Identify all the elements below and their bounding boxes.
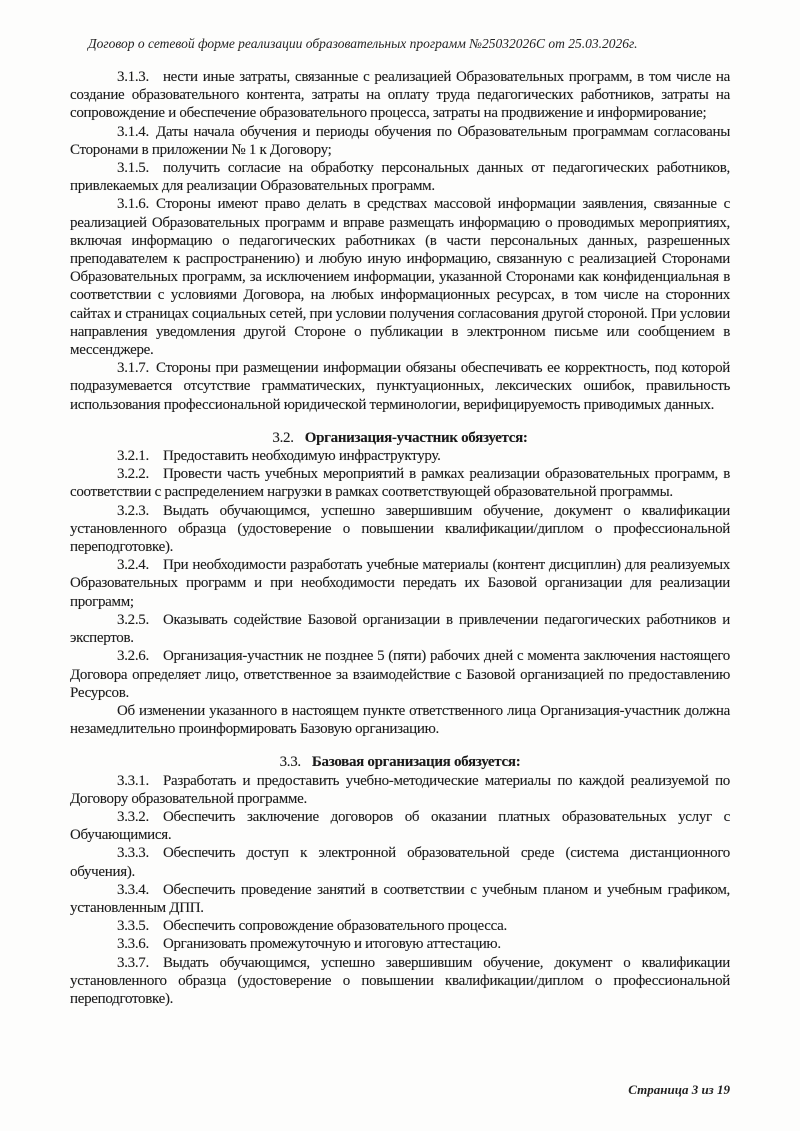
clause-text: Провести часть учебных мероприятий в рамках реализации образовательных программ, в соответствии с распределением нагрузки в рамках соответствующей образовательной программы. <box>70 466 730 501</box>
clause-text: Стороны имеют право делать в средствах массовой информации заявления, связанные с реализацией Образовательных программ и вправе размещать информацию о проводимых мероприятиях, включая информацию о педагогических работниках (в части персональных данных, разрешенных преподавателем к распространению) и любую иную информацию, связанную с реализацией Сторонами Образовательных программ, за исключением информации, указанной Сторонами как конфиденциальная в соответствии с условиями Договора, на любых информационных ресурсах, в том числе на сторонних сайтах и страницах социальных сетей, при условии получения согласования другой стороной. При условии направления уведомления другой Стороне о публикации в электронном письме или сообщением в мессенджере. <box>70 196 730 359</box>
clause-number: 3.2.5. <box>117 611 149 628</box>
paragraph-3-3-5 <box>70 917 730 935</box>
paragraph-3-1-7 <box>70 359 730 414</box>
clause-number: 3.1.3. <box>117 69 149 85</box>
clause-text: Обеспечить доступ к электронной образовательной среде (система дистанционного обучения). <box>70 845 730 880</box>
paragraph-3-3-7 <box>70 954 730 1009</box>
clause-number: 3.1.4. <box>117 123 149 140</box>
paragraph-3-2-5 <box>70 611 730 647</box>
clause-number: 3.3.3. <box>117 845 149 862</box>
paragraph-3-2-1 <box>70 447 730 465</box>
paragraph-3-2-6 <box>70 647 730 702</box>
clause-number: 3.2.1. <box>117 448 149 465</box>
clause-number: 3.3.2. <box>117 808 149 825</box>
clause-number: 3.3.7. <box>117 954 149 971</box>
paragraph-3-2-2 <box>70 465 730 501</box>
clause-number: 3.1.7. <box>117 360 149 377</box>
clause-text: Обеспечить проведение занятий в соответствии с учебным планом и учебным графиком, установленным ДПП. <box>70 881 730 916</box>
paragraph-3-1-4 <box>70 123 730 159</box>
page-number-label: Страница 3 из 19 <box>628 1082 730 1097</box>
paragraph-3-3-3 <box>70 844 730 880</box>
clause-number: 3.1.6. <box>117 196 149 213</box>
clause-text: Выдать обучающимся, успешно завершившим обучение, документ о квалификации установленного образца (удостоверение о повышении квалификации/диплом о профессиональной переподготовке). <box>70 954 730 1007</box>
paragraph-3-2-note <box>70 702 730 738</box>
section-number: 3.2. <box>272 429 294 446</box>
paragraph-3-3-1 <box>70 772 730 808</box>
contract-body <box>70 68 730 1008</box>
clause-text: Даты начала обучения и периоды обучения по Образовательным программам согласованы Сторонами в приложении № 1 к Договору; <box>70 123 730 158</box>
clause-text: Разработать и предоставить учебно-методические материалы по каждой реализуемой по Договору образовательной программе. <box>70 772 730 807</box>
paragraph-3-1-5 <box>70 159 730 195</box>
clause-number: 3.2.4. <box>117 557 149 574</box>
clause-number: 3.1.5. <box>117 160 149 177</box>
paragraph-3-3-4 <box>70 881 730 917</box>
clause-text: Организовать промежуточную и итоговую аттестацию. <box>162 936 501 953</box>
section-title: Организация-участник обязуется: <box>304 429 528 446</box>
paragraph-3-1-3 <box>70 68 730 123</box>
section-heading-3-3 <box>70 753 730 771</box>
clause-number: 3.3.5. <box>117 918 149 935</box>
section-title: Базовая организация обязуется: <box>311 754 521 771</box>
clause-number: 3.3.4. <box>117 881 149 898</box>
paragraph-3-2-3 <box>70 502 730 557</box>
clause-text: Организация-участник не позднее 5 (пяти) рабочих дней с момента заключения настоящего Договора определяет лицо, ответственное за взаимодействие с Базовой организацией по предоставлению Ресурсов. <box>70 648 730 701</box>
clause-number: 3.3.6. <box>117 936 149 953</box>
paragraph-3-2-4 <box>70 556 730 611</box>
clause-number: 3.2.3. <box>117 502 149 519</box>
clause-number: 3.2.2. <box>117 466 149 483</box>
clause-text: нести иные затраты, связанные с реализацией Образовательных программ, в том числе на создание образовательного контента, затраты на оплату труда педагогических работников, затраты на сопровождение и обеспечение образовательного процесса, затраты на продвижение и информирование; <box>70 69 730 122</box>
paragraph-3-1-6 <box>70 195 730 359</box>
section-number: 3.3. <box>279 754 301 771</box>
clause-text: получить согласие на обработку персональных данных от педагогических работников, привлекаемых для реализации Образовательных программ. <box>70 160 730 195</box>
clause-text: Обеспечить заключение договоров об оказании платных образовательных услуг с Обучающимися. <box>70 808 730 844</box>
paragraph-3-3-6 <box>70 935 730 953</box>
clause-text: Об изменении указанного в настоящем пункте ответственного лица Организация-участник должна незамедлительно проинформировать Базовую организацию. <box>70 702 730 738</box>
clause-number: 3.2.6. <box>117 648 149 665</box>
clause-text: Оказывать содействие Базовой организации в привлечении педагогических работников и экспертов. <box>70 611 730 647</box>
running-header: Договор о сетевой форме реализации образовательных программ №25032026С от 25.03.2026г. <box>88 36 638 51</box>
section-heading-3-2 <box>70 429 730 447</box>
clause-text: Стороны при размещении информации обязаны обеспечивать ее корректность, под которой подразумевается отсутствие грамматических, пунктуационных, лексических ошибок, правильность использования профессиональной юридической терминологии, верифицируемость приводимых данных. <box>70 360 730 413</box>
clause-text: Предоставить необходимую инфраструктуру. <box>162 448 441 465</box>
clause-text: Выдать обучающимся, успешно завершившим обучение, документ о квалификации установленного образца (удостоверение о повышении квалификации/диплом о профессиональной переподготовке). <box>70 502 730 556</box>
clause-text: Обеспечить сопровождение образовательного процесса. <box>162 918 507 935</box>
clause-text: При необходимости разработать учебные материалы (контент дисциплин) для реализуемых Образовательных программ и при необходимости передать их Базовой организации для реализации программ; <box>70 557 730 610</box>
clause-number: 3.3.1. <box>117 772 149 789</box>
paragraph-3-3-2 <box>70 808 730 844</box>
